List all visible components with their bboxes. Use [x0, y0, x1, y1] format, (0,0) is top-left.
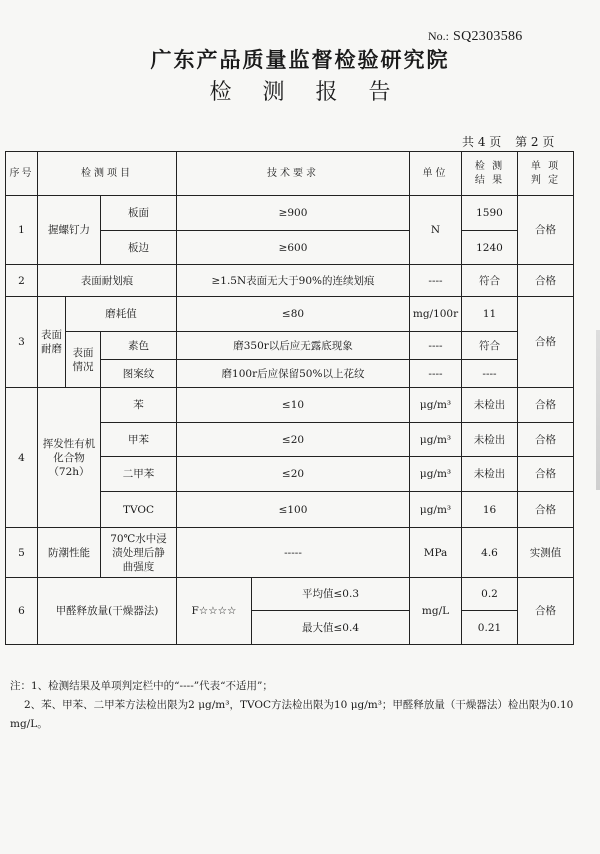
header-requirement: 技术要求 — [177, 152, 410, 196]
row4-sub-verdict: 合格 — [518, 457, 574, 492]
header-seq: 序号 — [6, 152, 38, 196]
row4-sub-unit: μg/m³ — [410, 492, 462, 528]
note-1: 注：1、检测结果及单项判定栏中的“----”代表“不适用”； — [10, 680, 273, 692]
notes — [10, 677, 584, 734]
results-table — [5, 151, 574, 645]
row4-sub-unit: μg/m³ — [410, 388, 462, 423]
header-result: 检 测 结 果 — [462, 152, 518, 196]
row1-item: 握螺钉力 — [38, 196, 101, 265]
row5-result: 4.6 — [462, 528, 518, 578]
report-number — [428, 28, 523, 45]
table-row — [6, 196, 574, 231]
row2-verdict: 合格 — [518, 265, 574, 297]
row4-sub-name: 二甲苯 — [101, 457, 177, 492]
report-number-label: No.: — [428, 29, 449, 43]
row4-sub-unit: μg/m³ — [410, 423, 462, 457]
row4-sub-unit: μg/m³ — [410, 457, 462, 492]
row2-item: 表面耐划痕 — [38, 265, 177, 297]
row4-sub-verdict: 合格 — [518, 423, 574, 457]
row3-plain-unit: ---- — [410, 332, 462, 360]
row4-sub-req: ≤100 — [177, 492, 410, 528]
row5-item: 防潮性能 — [38, 528, 101, 578]
table-row — [6, 528, 574, 578]
row1-req-a: ≥900 — [177, 196, 410, 231]
row1-verdict: 合格 — [518, 196, 574, 265]
row4-sub-result: 未检出 — [462, 457, 518, 492]
row6-seq: 6 — [6, 578, 38, 645]
row1-sub-a: 板面 — [101, 196, 177, 231]
row3-wear-result: 11 — [462, 297, 518, 332]
row4-sub-req: ≤10 — [177, 388, 410, 423]
institute-name: 广东产品质量监督检验研究院 — [150, 47, 450, 72]
row1-result-a: 1590 — [462, 196, 518, 231]
row1-seq: 1 — [6, 196, 38, 265]
row2-req: ≥1.5N表面无大于90%的连续划痕 — [177, 265, 410, 297]
row4-sub-result: 未检出 — [462, 388, 518, 423]
row5-req: ----- — [177, 528, 410, 578]
row5-seq: 5 — [6, 528, 38, 578]
row3-pattern-label: 图案纹 — [101, 360, 177, 388]
row3-plain-result: 符合 — [462, 332, 518, 360]
row4-sub-name: 甲苯 — [101, 423, 177, 457]
row4-sub-req: ≤20 — [177, 457, 410, 492]
row2-seq: 2 — [6, 265, 38, 297]
row3-pattern-unit: ---- — [410, 360, 462, 388]
note-2: 2、苯、甲苯、二甲苯方法检出限为2 μg/m³，TVOC方法检出限为10 μg/m³；甲醛释放量（干燥器法）检出限为0.10 mg/L。 — [10, 699, 574, 730]
row4-sub-result: 16 — [462, 492, 518, 528]
row6-unit: mg/L — [410, 578, 462, 645]
table-header-row — [6, 152, 574, 196]
row6-grade: F☆☆☆☆ — [177, 578, 252, 645]
row4-sub-verdict: 合格 — [518, 492, 574, 528]
row6-item: 甲醛释放量(干燥器法) — [38, 578, 177, 645]
row3-item: 表面 耐磨 — [38, 297, 66, 388]
table-row — [6, 332, 574, 360]
row2-result: 符合 — [462, 265, 518, 297]
row3-verdict: 合格 — [518, 297, 574, 388]
row1-req-b: ≥600 — [177, 231, 410, 265]
row4-sub-verdict: 合格 — [518, 388, 574, 423]
row4-item: 挥发性有机 化合物 （72h） — [38, 388, 101, 528]
row4-sub-req: ≤20 — [177, 423, 410, 457]
row3-plain-req: 磨350r以后应无露底现象 — [177, 332, 410, 360]
header-unit: 单位 — [410, 152, 462, 196]
page-current: 第 2 页 — [515, 135, 555, 149]
row6-result-avg: 0.2 — [462, 578, 518, 611]
row5-sub: 70℃水中浸 渍处理后静 曲强度 — [101, 528, 177, 578]
row1-sub-b: 板边 — [101, 231, 177, 265]
row4-sub-result: 未检出 — [462, 423, 518, 457]
row3-plain-label: 素色 — [101, 332, 177, 360]
row3-wear-req: ≤80 — [177, 297, 410, 332]
header-item: 检测项目 — [38, 152, 177, 196]
row4-sub-name: 苯 — [101, 388, 177, 423]
row6-req-max: 最大值≤0.4 — [252, 611, 410, 645]
row5-verdict: 实测值 — [518, 528, 574, 578]
table-row — [6, 578, 574, 611]
table-row — [6, 297, 574, 332]
row6-result-max: 0.21 — [462, 611, 518, 645]
row3-surface-label: 表面 情况 — [66, 332, 101, 388]
document-title: 检 测 报 告 — [209, 80, 403, 105]
row1-unit: N — [410, 196, 462, 265]
row6-verdict: 合格 — [518, 578, 574, 645]
row3-pattern-result: ---- — [462, 360, 518, 388]
row4-sub-name: TVOC — [101, 492, 177, 528]
row3-wear-label: 磨耗值 — [66, 297, 177, 332]
header-verdict: 单 项 判 定 — [518, 152, 574, 196]
row1-result-b: 1240 — [462, 231, 518, 265]
row6-req-avg: 平均值≤0.3 — [252, 578, 410, 611]
row3-seq: 3 — [6, 297, 38, 388]
row5-unit: MPa — [410, 528, 462, 578]
page-indicator — [462, 133, 554, 150]
report-number-value: SQ2303586 — [453, 29, 523, 44]
table-row — [6, 265, 574, 297]
row2-unit: ---- — [410, 265, 462, 297]
row4-seq: 4 — [6, 388, 38, 528]
row3-wear-unit: mg/100r — [410, 297, 462, 332]
table-row — [6, 388, 574, 423]
page-total: 共 4 页 — [462, 135, 502, 149]
row3-pattern-req: 磨100r后应保留50%以上花纹 — [177, 360, 410, 388]
scan-edge-mark — [596, 330, 600, 490]
